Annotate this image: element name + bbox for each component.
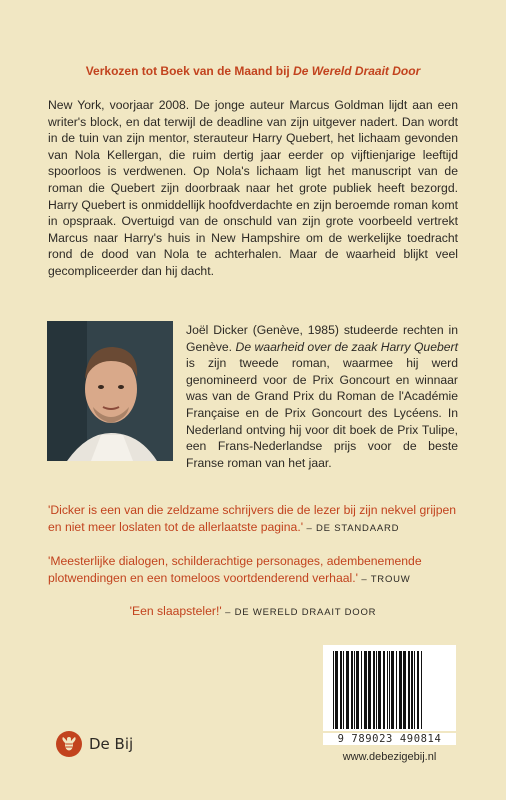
review-quote	[48, 553, 458, 588]
review-quote	[0, 603, 506, 622]
publisher-logo	[56, 731, 133, 757]
quote-source: – TROUW	[361, 573, 411, 585]
author-bio	[186, 322, 458, 471]
publisher-name: De Bij	[89, 735, 134, 753]
headline-prefix: Verkozen tot Boek van de Maand bij	[85, 64, 294, 78]
synopsis: New York, voorjaar 2008. De jonge auteur Marcus Goldman lijdt aan een writer's block, en dat terwijl de deadline van zijn uitgever nadert. Dan wordt in de tuin van zijn mentor, sterauteur Harry Quebert, het lichaam gevonden van Nola Kellergan, die ruim dertig jaar eerder op vijftienjarige leeftijd spoorloos is verdwenen. Op Nola's lichaam ligt het manuscript van de roman die Quebert zijn doorbraak naar het grote publiek heeft bezorgd. Harry Quebert is onmiddellijk hoofdverdachte en zijn beroemde roman komt in opspraak. Overtuigd van de onschuld van zijn grote voorbeeld vertrekt Marcus naar Harry's huis in New Hampshire om de werkelijke toedracht rond de dood van Nola te achterhalen. Maar de waarheid blijkt veel gecompliceerder dan hij dacht.	[48, 98, 458, 278]
quote-text: 'Meesterlijke dialogen, schilderachtige personages, adembenemende plotwendingen en een tomeloos voortdenderend verhaal.'	[48, 554, 422, 585]
barcode	[323, 645, 456, 731]
quote-source: – DE WERELD DRAAIT DOOR	[225, 607, 377, 618]
quote-source: – DE STANDAARD	[306, 522, 400, 534]
author-portrait-image	[47, 321, 173, 461]
author-portrait	[47, 321, 173, 461]
headline	[0, 64, 506, 78]
quote-text: 'Dicker is een van die zeldzame schrijvers die de lezer bij zijn nekvel grijpen en niet meer loslaten tot de allerlaatste pagina.'	[48, 503, 457, 534]
barcode-bars	[323, 645, 456, 731]
bio-book-title: De waarheid over de zaak Harry Quebert	[235, 339, 458, 354]
review-quote	[48, 502, 458, 537]
bee-icon	[56, 731, 82, 757]
publisher-website: www.debezigebij.nl	[342, 751, 437, 763]
barcode-digits: 9 789023 490814	[323, 733, 456, 745]
headline-show: De Wereld Draait Door	[293, 64, 421, 78]
bio-intro: Joël Dicker (Genève, 1985) studeerde rechten in Genève.	[186, 323, 458, 354]
bio-rest: is zijn tweede roman, waarmee hij werd genomineerd voor de Prix Goncourt en winnaar was van de Grand Prix du Roman de l'Académie Française en de Prix Goncourt des Lycéens. In Nederland ontving hij voor dit boek de Prix Tulipe, een Frans-Nederlandse prijs voor de beste Franse roman van het jaar.	[186, 356, 458, 470]
quote-text: 'Een slaapsteler!'	[129, 604, 222, 618]
